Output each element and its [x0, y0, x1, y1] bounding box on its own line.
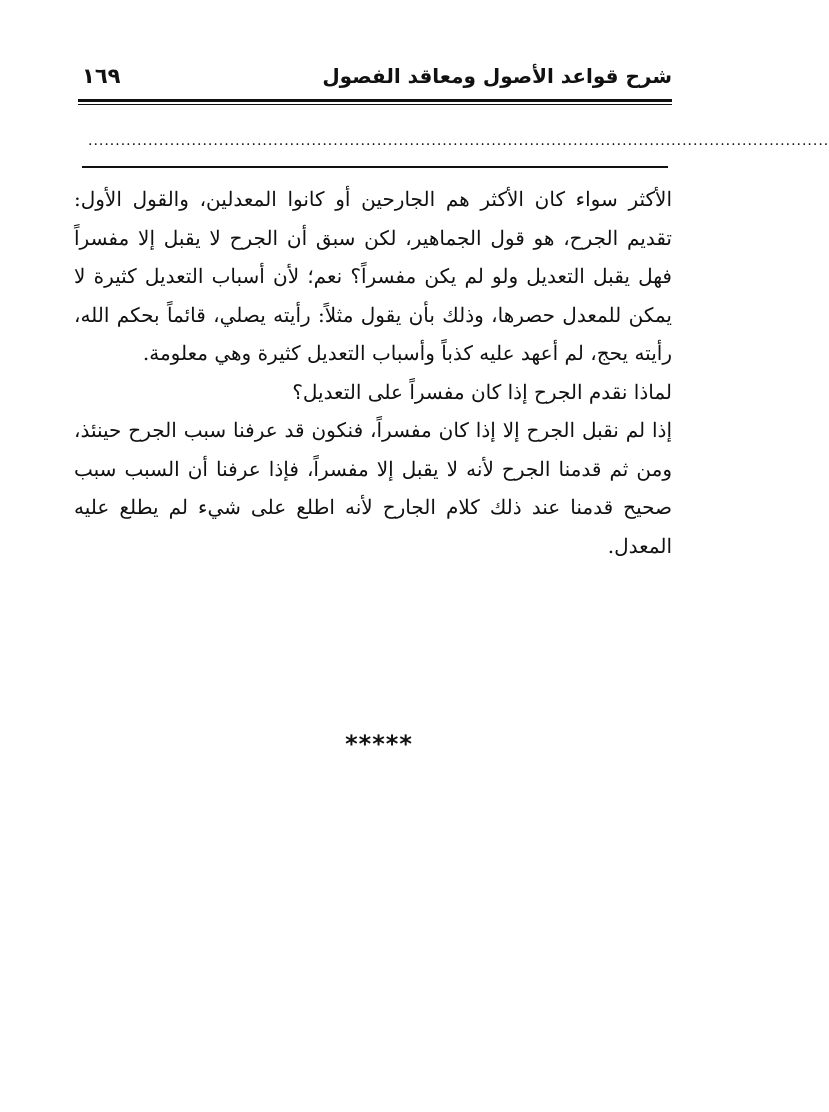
body-text: [74, 180, 672, 565]
footnote-rule: [82, 166, 668, 168]
running-header: [78, 60, 672, 96]
footnote-continuation-dots: ........................................................................................................................................: [88, 133, 829, 149]
paragraph: الأكثر سواء كان الأكثر هم الجارحين أو كانوا المعدلين، والقول الأول: تقديم الجرح، هو قول الجماهير، لكن سبق أن الجرح لا يقبل إلا مفسراً فهل يقبل التعديل ولو لم يكن مفسراً؟ نعم؛ لأن أسباب التعديل كثيرة لا يمكن للمعدل حصرها، وذلك بأن يقول مثلاً: رأيته يصلي، قائماً بحكم الله، رأيته يحج، لم أعهد عليه كذباً وأسباب التعديل كثيرة وهي معلومة.: [74, 187, 672, 365]
header-rule: [78, 99, 672, 102]
section-separator: *****: [345, 730, 413, 758]
answer-paragraph: إذا لم نقبل الجرح إلا إذا كان مفسراً، فنكون قد عرفنا سبب الجرح حينئذ، ومن ثم قدمنا الجرح لأنه لا يقبل إلا مفسراً، فإذا عرفنا أن السبب سبب صحيح قدمنا عند ذلك كلام الجارح لأنه اطلع على شيء لم يطلع عليه المعدل.: [74, 418, 672, 558]
question-paragraph: لماذا نقدم الجرح إذا كان مفسراً على التعديل؟: [292, 379, 672, 404]
header-rule-thin: [78, 104, 672, 105]
page-number: ١٦٩: [82, 64, 121, 88]
book-title: شرح قواعد الأصول ومعاقد الفصول: [322, 64, 672, 88]
